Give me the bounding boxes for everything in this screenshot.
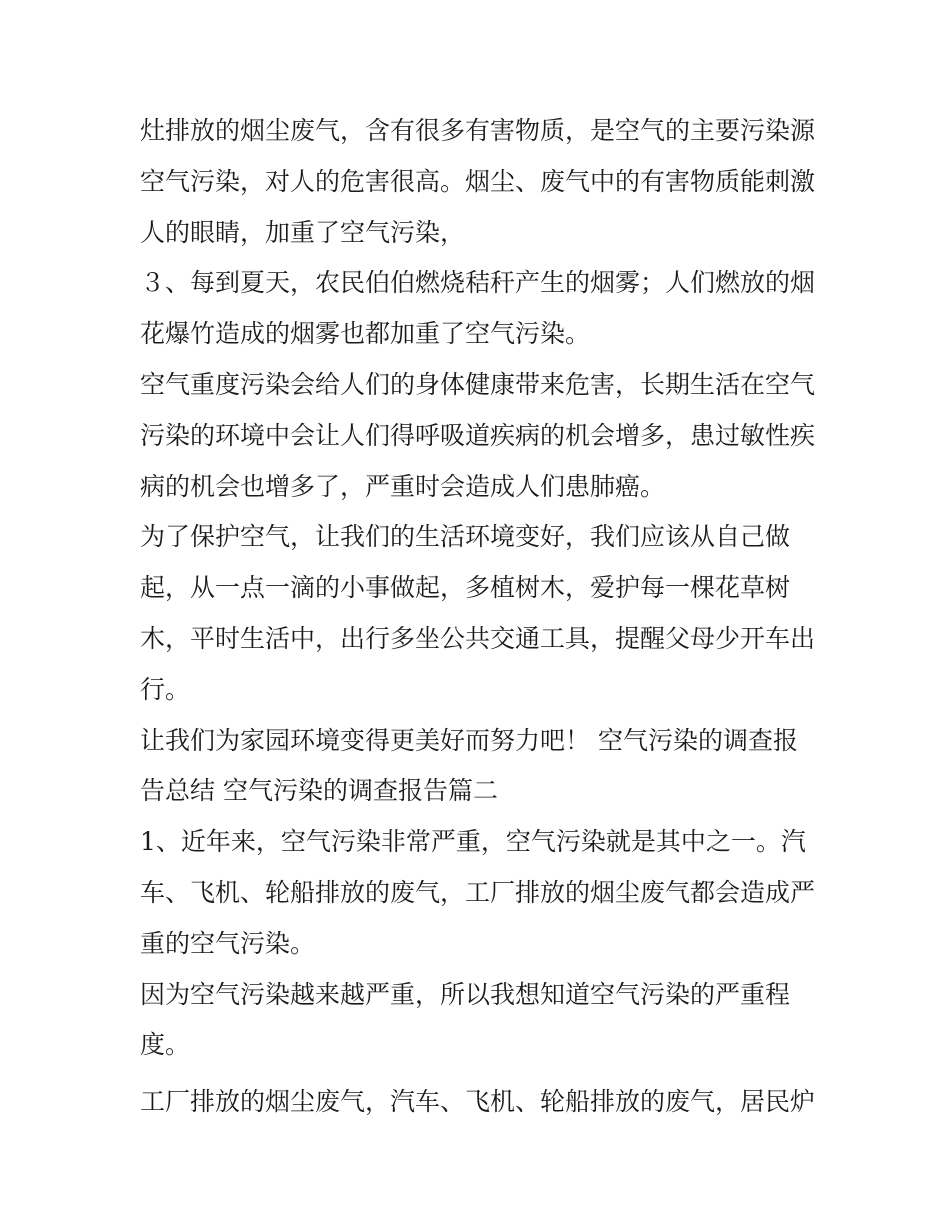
text-line: 起，从一点一滴的小事做起，多植树木，爱护每一棵花草树 <box>140 573 791 603</box>
text-line: 污染的环境中会让人们得呼吸道疾病的机会增多，患过敏性疾 <box>140 420 816 450</box>
text-line: 因为空气污染越来越严重，所以我想知道空气污染的严重程 <box>140 979 791 1009</box>
text-line: 空气污染，对人的危害很高。烟尘、废气中的有害物质能刺激 <box>140 166 816 196</box>
document-body <box>140 106 830 1128</box>
text-line: 告总结 空气污染的调查报告篇二 <box>140 776 498 806</box>
text-line: 车、飞机、轮船排放的废气，工厂排放的烟尘废气都会造成严 <box>140 877 816 907</box>
text-line: 1、近年来，空气污染非常严重，空气污染就是其中之一。汽 <box>140 827 806 857</box>
text-line: 木，平时生活中，出行多坐公共交通工具，提醒父母少开车出 <box>140 623 816 653</box>
text-line: 人的眼睛，加重了空气污染， <box>140 217 466 247</box>
text-line: 病的机会也增多了，严重时会造成人们患肺癌。 <box>140 471 666 501</box>
text-line: 空气重度污染会给人们的身体健康带来危害，长期生活在空气 <box>140 369 816 399</box>
text-line: 为了保护空气，让我们的生活环境变好，我们应该从自己做 <box>140 522 791 552</box>
text-line: 重的空气污染。 <box>140 928 316 958</box>
text-line: 工厂排放的烟尘废气，汽车、飞机、轮船排放的废气，居民炉 <box>140 1087 816 1117</box>
text-line: 花爆竹造成的烟雾也都加重了空气污染。 <box>140 319 591 349</box>
text-line: 灶排放的烟尘废气，含有很多有害物质，是空气的主要污染源 <box>140 116 816 145</box>
text-line: 度。 <box>140 1030 191 1060</box>
text-line: ３、每到夏天，农民伯伯燃烧秸秆产生的烟雾；人们燃放的烟 <box>140 268 816 298</box>
text-line: 让我们为家园环境变得更美好而努力吧！ 空气污染的调查报 <box>140 725 798 755</box>
text-line: 行。 <box>140 674 191 704</box>
